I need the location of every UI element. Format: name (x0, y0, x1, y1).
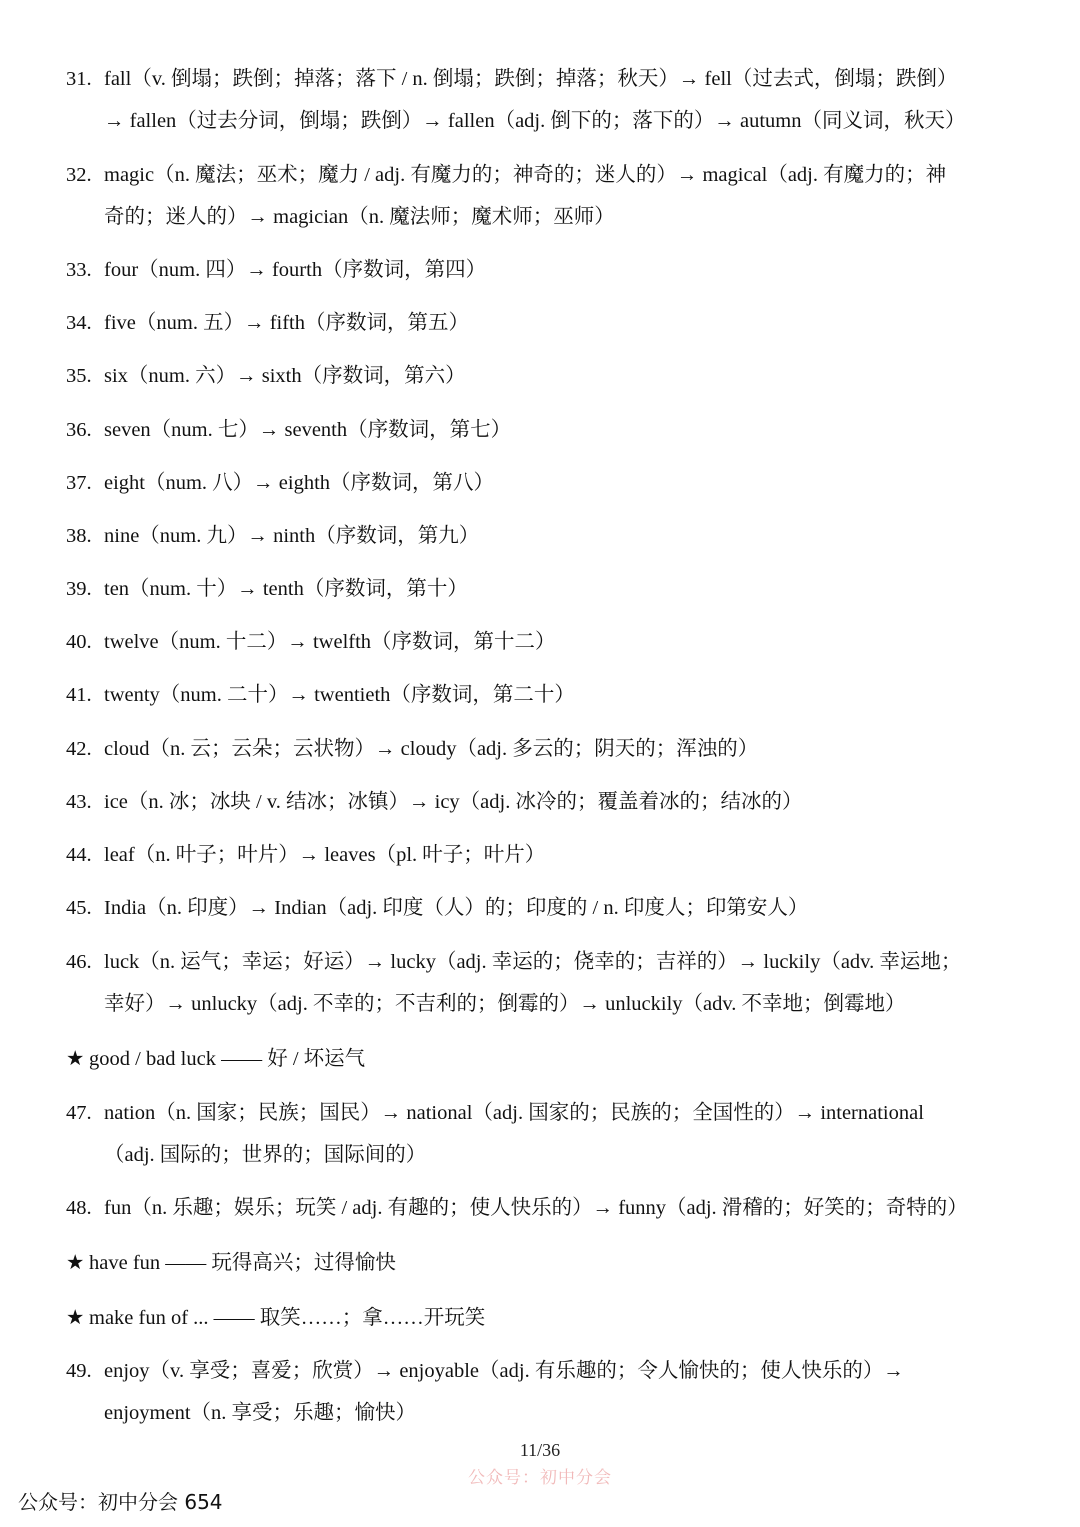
entry-number: 39. (66, 578, 92, 600)
entry-text: cloud（n. 云；云朵；云状物）→ cloudy（adj. 多云的；阴天的；浑浊的） (104, 738, 759, 760)
entry-number: 36. (66, 419, 92, 441)
vocab-entry (66, 781, 1041, 823)
phrase-item (66, 1242, 1041, 1284)
entry-text: leaf（n. 叶子；叶片）→ leaves（pl. 叶子；叶片） (104, 844, 546, 866)
entry-text: luck（n. 运气；幸运；好运）→ lucky（adj. 幸运的；侥幸的；吉祥的）→ luckily（adv. 幸运地； (104, 951, 962, 973)
entry-number: 37. (66, 472, 92, 494)
entry-number: 32. (66, 164, 92, 186)
entry-text: ten（num. 十）→ tenth（序数词，第十） (104, 578, 468, 600)
entry-number: 43. (66, 791, 92, 813)
entry-text: four（num. 四）→ fourth（序数词，第四） (104, 259, 487, 281)
vocab-entry (66, 462, 1041, 504)
entry-text: twelve（num. 十二）→ twelfth（序数词，第十二） (104, 631, 556, 653)
entry-number: 38. (66, 525, 92, 547)
entry-text: nation（n. 国家；民族；国民）→ national（adj. 国家的；民族的；全国性的）→ international (104, 1102, 924, 1124)
phrase-item (66, 1038, 1041, 1080)
entry-text: have fun —— 玩得高兴；过得愉快 (89, 1252, 396, 1274)
entry-text: fall（v. 倒塌；跌倒；掉落；落下 / n. 倒塌；跌倒；掉落；秋天）→ fell（过去式，倒塌；跌倒） (104, 68, 958, 90)
vocab-entry (66, 1187, 1041, 1229)
entry-number: 40. (66, 631, 92, 653)
vocab-entry (66, 58, 1041, 142)
entry-number: 45. (66, 897, 92, 919)
vocab-entry (66, 941, 1041, 1025)
entry-number: 42. (66, 738, 92, 760)
star-icon: ★ (66, 1252, 85, 1274)
entry-text: magic（n. 魔法；巫术；魔力 / adj. 有魔力的；神奇的；迷人的）→ magical（adj. 有魔力的；神 (104, 164, 947, 186)
entry-text: nine（num. 九）→ ninth（序数词，第九） (104, 525, 480, 547)
entry-number: 47. (66, 1102, 92, 1124)
vocab-entry (66, 302, 1041, 344)
vocab-entry (66, 355, 1041, 397)
entry-text-continued: → fallen（过去分词，倒塌；跌倒）→ fallen（adj. 倒下的；落下的）→ autumn（同义词，秋天） (104, 110, 966, 132)
entry-text: eight（num. 八）→ eighth（序数词，第八） (104, 472, 495, 494)
vocab-entry (66, 728, 1041, 770)
footer-account: 公众号：初中分会 654 (18, 1490, 223, 1514)
entry-number: 33. (66, 259, 92, 281)
entry-number: 48. (66, 1197, 92, 1219)
entry-text: enjoy（v. 享受；喜爱；欣赏）→ enjoyable（adj. 有乐趣的；令人愉快的；使人快乐的）→ (104, 1360, 904, 1382)
entry-text: ice（n. 冰；冰块 / v. 结冰；冰镇）→ icy（adj. 冰冷的；覆盖着冰的；结冰的） (104, 791, 803, 813)
star-icon: ★ (66, 1307, 85, 1329)
entry-number: 46. (66, 951, 92, 973)
entry-text: make fun of ... —— 取笑……；拿……开玩笑 (89, 1307, 486, 1329)
watermark: 公众号：初中分会 (468, 1468, 612, 1488)
entry-text-continued: （adj. 国际的；世界的；国际间的） (104, 1144, 427, 1166)
entry-number: 35. (66, 365, 92, 387)
entry-number: 41. (66, 684, 92, 706)
entry-number: 44. (66, 844, 92, 866)
vocab-entry (66, 834, 1041, 876)
entry-text: six（num. 六）→ sixth（序数词，第六） (104, 365, 466, 387)
page-number: 11/36 (519, 1440, 561, 1460)
entry-number: 31. (66, 68, 92, 90)
entry-text-continued: 幸好）→ unlucky（adj. 不幸的；不吉利的；倒霉的）→ unluckily（adv. 不幸地；倒霉地） (104, 993, 906, 1015)
entry-text: seven（num. 七）→ seventh（序数词，第七） (104, 419, 512, 441)
vocab-entry (66, 887, 1041, 929)
vocab-entry (66, 568, 1041, 610)
entry-number: 49. (66, 1360, 92, 1382)
vocab-entry (66, 515, 1041, 557)
entry-text: fun（n. 乐趣；娱乐；玩笑 / adj. 有趣的；使人快乐的）→ funny（adj. 滑稽的；好笑的；奇特的） (104, 1197, 968, 1219)
vocab-entry (66, 154, 1041, 238)
vocab-entry (66, 674, 1041, 716)
entry-text-continued: enjoyment（n. 享受；乐趣；愉快） (104, 1402, 417, 1424)
vocab-entry (66, 409, 1041, 451)
entry-text: India（n. 印度）→ Indian（adj. 印度（人）的；印度的 / n. 印度人；印第安人） (104, 897, 809, 919)
entry-text: five（num. 五）→ fifth（序数词，第五） (104, 312, 469, 334)
vocab-entry (66, 249, 1041, 291)
entry-text: good / bad luck —— 好 / 坏运气 (89, 1048, 366, 1070)
star-icon: ★ (66, 1048, 85, 1070)
entry-number: 34. (66, 312, 92, 334)
vocab-entry (66, 1350, 1041, 1434)
entry-text: twenty（num. 二十）→ twentieth（序数词，第二十） (104, 684, 575, 706)
vocab-entry (66, 1092, 1041, 1176)
entry-text-continued: 奇的；迷人的）→ magician（n. 魔法师；魔术师；巫师） (104, 206, 615, 228)
vocab-entry (66, 621, 1041, 663)
phrase-item (66, 1297, 1041, 1339)
